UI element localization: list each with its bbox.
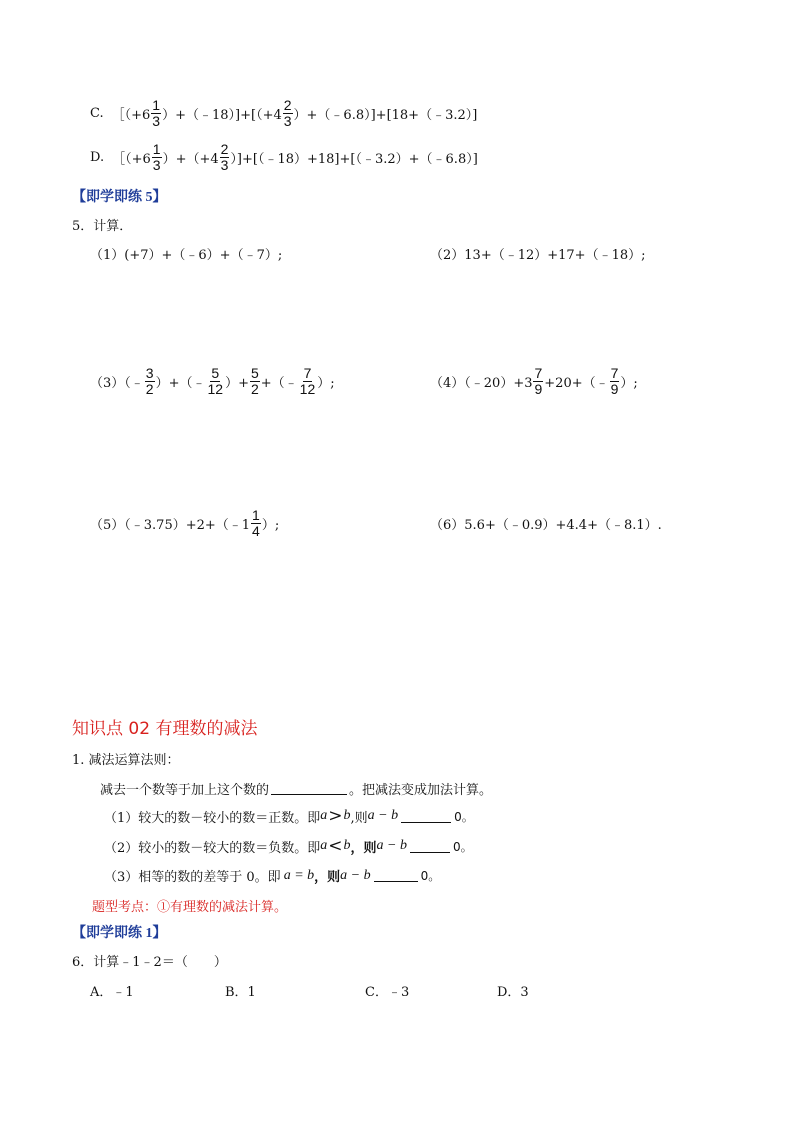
option-c-part2: ）+（﹣18）]+[（+4 <box>162 108 282 123</box>
question-6-option-c: C．﹣3 <box>365 985 410 1000</box>
p3-text-e: ）; <box>317 376 335 391</box>
rule-line-3-a: a <box>320 838 328 853</box>
rule-line-2-expr: a − b <box>367 808 399 823</box>
question-5-part-6: （6）5.6+（﹣0.9）+4.4+（﹣8.1）. <box>430 518 662 533</box>
rule-line-2-then: ,则 <box>350 810 368 826</box>
rule-line-3-b: b <box>343 838 351 853</box>
option-d-fraction-1: $\frac{1}{3}$ <box>152 141 161 173</box>
rule-line-4-eq: a = b <box>283 867 315 883</box>
p3-fraction-1: $\frac{3}{2}$ <box>145 365 154 397</box>
p4-fraction-2: $\frac{7}{9}$ <box>610 365 619 397</box>
rule-line-2-text: （1）较大的数－较小的数＝正数。即 <box>104 810 321 826</box>
question-5-stem: 5．计算． <box>72 219 133 234</box>
practice-tag-1: 【即学即练 1】 <box>72 926 167 941</box>
option-c-part3: ）+（﹣6.8）]+[18+（﹣3.2）] <box>293 108 478 123</box>
option-d-part2: ）+（+4 <box>162 152 219 167</box>
rule-line-1-text-a: 减去一个数等于加上这个数的 <box>100 783 270 798</box>
p3-text-d: +（﹣ <box>260 376 298 391</box>
question-5-part-3 <box>90 366 335 397</box>
p4-text-a: （4）（﹣20）+3 <box>430 376 533 391</box>
option-d-part3: ）]+[（﹣18）+18]+[（﹣3.2）+（﹣6.8）] <box>230 152 478 167</box>
rule-line-3-expr: a − b <box>376 838 407 853</box>
section-title: 知识点 02 有理数的减法 <box>72 719 258 739</box>
question-5-part-4 <box>430 366 638 397</box>
rule-line-3 <box>104 836 473 856</box>
rule-title: 1. 减法运算法则： <box>72 753 180 768</box>
question-6-stem: 6．计算﹣1﹣2＝（ ） <box>72 955 227 970</box>
p3-fraction-2: $\frac{5}{12}$ <box>207 365 224 397</box>
rule-line-2-a: a <box>320 808 328 823</box>
option-c-part1: ［（+6 <box>111 108 151 123</box>
option-d <box>90 142 478 173</box>
rule-line-1-blank <box>271 782 347 795</box>
rule-line-4-then: ，则 <box>314 870 341 885</box>
option-d-part1: ［（+6 <box>112 152 151 167</box>
option-d-letter: D. <box>90 150 105 165</box>
rule-line-4 <box>104 866 440 885</box>
question-6-option-d: D．3 <box>497 985 529 1000</box>
question-type-focus: 题型考点：①有理数的减法计算。 <box>92 900 288 915</box>
less-than-sign: < <box>328 836 343 856</box>
rule-line-2-blank <box>401 810 451 823</box>
rule-line-2 <box>104 806 474 826</box>
rule-line-4-zero: 0。 <box>420 869 441 883</box>
practice-tag-5: 【即学即练 5】 <box>72 190 167 205</box>
p5-text-a: （5）（﹣3.75）+2+（﹣1 <box>90 518 251 533</box>
greater-than-sign: > <box>328 806 343 826</box>
rule-line-3-zero: 0。 <box>453 839 473 854</box>
p3-text-b: ）+（﹣ <box>155 376 206 391</box>
question-5-part-1: （1）(+7）+（﹣6）+（﹣7）; <box>90 248 283 263</box>
option-c-fraction-2: $\frac{2}{3}$ <box>283 97 292 129</box>
p3-fraction-4: $\frac{7}{12}$ <box>299 365 316 397</box>
option-c-letter: C. <box>90 106 104 121</box>
p3-text-c: ）+ <box>225 376 249 391</box>
rule-line-2-b: b <box>343 808 351 823</box>
rule-line-1 <box>100 779 492 798</box>
p3-fraction-3: $\frac{5}{2}$ <box>250 365 259 397</box>
rule-line-4-text: （3）相等的数的差等于 0。即 <box>104 870 281 885</box>
rule-line-1-text-b: 。把减法变成加法计算。 <box>349 783 493 798</box>
rule-line-3-text: （2）较小的数－较大的数＝负数。即 <box>104 840 321 856</box>
option-c <box>90 98 477 129</box>
question-5-part-5 <box>90 508 279 539</box>
option-d-fraction-2: $\frac{2}{3}$ <box>220 141 229 173</box>
p5-fraction-1: $\frac{1}{4}$ <box>252 507 260 539</box>
rule-line-3-then: ，则 <box>350 840 377 856</box>
p4-text-c: ）; <box>620 376 638 391</box>
rule-line-4-expr: a − b <box>340 867 371 883</box>
question-6-option-a: A．﹣1 <box>90 985 134 1000</box>
p3-text-a: （3）（﹣ <box>90 376 144 391</box>
rule-line-4-blank <box>374 869 418 882</box>
option-c-fraction-1: $\frac{1}{3}$ <box>152 97 161 129</box>
p5-text-b: ）; <box>261 518 280 533</box>
rule-line-3-blank <box>410 840 450 853</box>
rule-line-2-zero: 0。 <box>454 809 474 824</box>
p4-fraction-1: $\frac{7}{9}$ <box>534 365 543 397</box>
question-5-part-2: （2）13+（﹣12）+17+（﹣18）; <box>430 248 646 263</box>
p4-text-b: +20+（﹣ <box>544 376 609 391</box>
question-6-option-b: B．1 <box>225 985 256 1000</box>
